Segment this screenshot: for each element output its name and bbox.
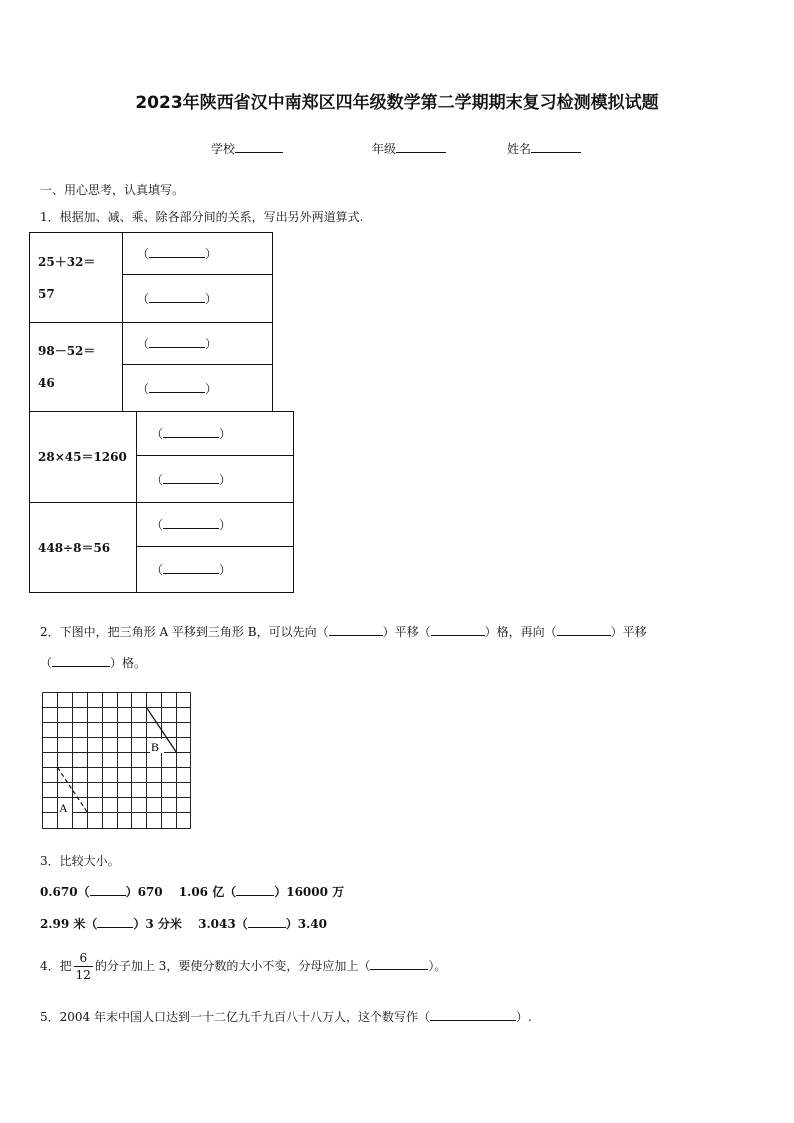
fraction: $\frac{6}{12}$ [75, 951, 91, 982]
equation-cell [30, 412, 137, 503]
label-b: B [151, 740, 160, 754]
school-label: 学校 [211, 142, 236, 156]
school-field[interactable] [211, 140, 283, 157]
equation-line: 28×45＝1260 [38, 450, 127, 464]
equation-line: 98－52＝ [38, 344, 96, 358]
grade-label: 年级 [372, 142, 397, 156]
question-2-line-1: 2．下图中，把三角形 A 平移到三角形 B，可以先向（ ）平移（ ）格，再向（ ）平移 [40, 625, 647, 639]
name-field[interactable] [507, 140, 581, 157]
answer-cell[interactable]: （ ） [137, 503, 294, 547]
answer-cell[interactable]: （ ） [137, 456, 294, 503]
q1-table-bottom [29, 411, 294, 593]
question-4: 4．把 $\frac{6}{12}$ 的分子加上 3，要使分数的大小不变，分母应加上（ ）。 [40, 951, 447, 982]
question-2-line-2: （ ）格。 [40, 656, 147, 670]
label-a: A [59, 801, 68, 815]
answer-cell[interactable]: （ ） [123, 275, 273, 323]
name-label: 姓名 [507, 142, 532, 156]
answer-cell[interactable]: （ ） [123, 323, 273, 365]
equation-line: 25＋32＝ [38, 254, 96, 269]
question-3-line-1: 0.670（ ）670 1.06 亿（ ）16000 万 [40, 885, 345, 899]
grade-field[interactable] [372, 140, 446, 157]
page-title: 2023年陕西省汉中南郑区四年级数学第二学期期末复习检测模拟试题 [135, 93, 659, 113]
equation-cell [30, 323, 123, 412]
question-3-line-2: 2.99 米（ ）3 分米 3.043（ ）3.40 [40, 917, 327, 931]
q1-table-top [29, 232, 273, 412]
equation-cell [30, 503, 137, 593]
answer-cell[interactable]: （ ） [123, 233, 273, 275]
equation-result: 46 [38, 376, 55, 390]
answer-cell[interactable]: （ ） [137, 412, 294, 456]
answer-cell[interactable]: （ ） [137, 547, 294, 593]
translation-grid [40, 690, 194, 832]
equation-cell [30, 233, 123, 323]
section-heading: 一、用心思考，认真填写。 [40, 183, 185, 197]
question-5: 5．2004 年末中国人口达到一十二亿九千九百八十八万人，这个数写作（ ）. [40, 1010, 532, 1024]
answer-cell[interactable]: （ ） [123, 365, 273, 412]
question-3-title: 3．比较大小。 [40, 854, 120, 868]
equation-line: 448÷8＝56 [38, 540, 111, 555]
equation-result: 57 [38, 286, 55, 301]
question-1-text: 1．根据加、减、乘、除各部分间的关系，写出另外两道算式. [40, 210, 364, 224]
